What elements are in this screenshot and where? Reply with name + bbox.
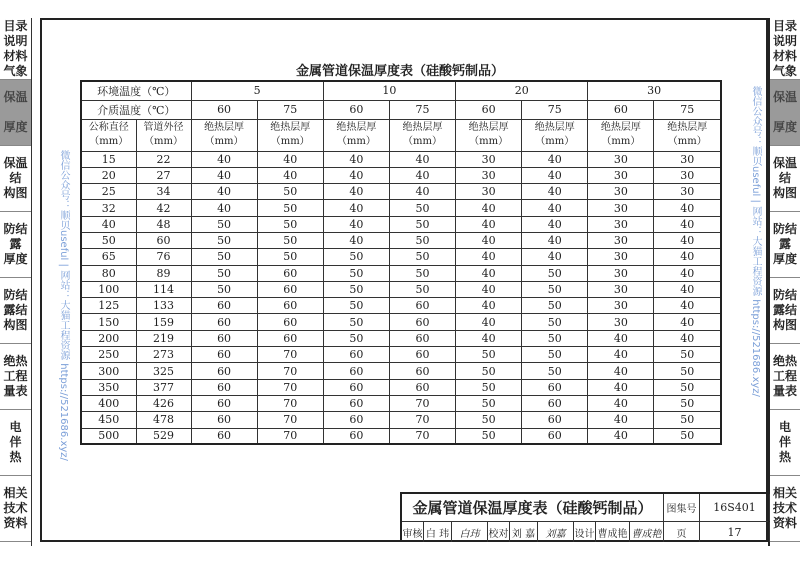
table-cell: 40	[588, 379, 654, 395]
review-label: 审核	[402, 522, 424, 542]
table-cell: 40	[389, 167, 455, 183]
table-cell: 40	[654, 298, 721, 314]
table-cell: 100	[81, 281, 136, 297]
medium-temp-value: 75	[257, 100, 323, 119]
table-cell: 60	[389, 298, 455, 314]
page-label: 页	[664, 522, 700, 542]
side-tab[interactable]: 保温 结 构图	[0, 146, 31, 212]
table-cell: 50	[191, 281, 257, 297]
table-row	[81, 249, 721, 265]
column-header-row	[81, 119, 721, 151]
table-cell: 34	[136, 184, 191, 200]
table-cell: 32	[81, 200, 136, 216]
header-insulation-thickness	[191, 119, 257, 151]
side-tab[interactable]: 绝热 工程 量表	[770, 344, 800, 410]
header-text: 绝热层厚 （mm）	[600, 122, 641, 147]
medium-temp-value: 60	[323, 100, 389, 119]
table-cell: 40	[456, 330, 522, 346]
table-cell: 40	[588, 363, 654, 379]
table-cell: 50	[257, 184, 323, 200]
side-tab[interactable]: 防结 露 厚度	[0, 212, 31, 278]
table-cell: 40	[456, 232, 522, 248]
header-text: 绝热层厚 （mm）	[270, 122, 311, 147]
table-row	[81, 232, 721, 248]
table-cell: 76	[136, 249, 191, 265]
table-cell: 50	[456, 412, 522, 428]
table-cell: 60	[389, 363, 455, 379]
designer-name: 曹成艳	[596, 522, 630, 542]
table-cell: 40	[522, 216, 588, 232]
medium-temp-value: 60	[588, 100, 654, 119]
side-tab[interactable]: 电 伴 热	[770, 410, 800, 476]
side-tab[interactable]: 防结 露结 构图	[0, 278, 31, 344]
table-cell: 50	[522, 363, 588, 379]
table-cell: 80	[81, 265, 136, 281]
table-cell: 48	[136, 216, 191, 232]
table-cell: 60	[389, 379, 455, 395]
table-row	[81, 363, 721, 379]
table-cell: 50	[654, 412, 721, 428]
table-cell: 60	[522, 412, 588, 428]
table-row	[81, 412, 721, 428]
table-cell: 30	[588, 167, 654, 183]
medium-temp-value: 60	[191, 100, 257, 119]
table-cell: 40	[456, 200, 522, 216]
table-cell: 30	[588, 232, 654, 248]
table-cell: 529	[136, 428, 191, 444]
table-cell: 60	[191, 412, 257, 428]
table-cell: 40	[522, 184, 588, 200]
table-cell: 89	[136, 265, 191, 281]
table-cell: 50	[522, 330, 588, 346]
header-text: 绝热层厚 （mm）	[402, 122, 443, 147]
table-cell: 50	[389, 200, 455, 216]
insulation-thickness-table	[80, 80, 722, 445]
table-cell: 40	[522, 151, 588, 167]
side-tab[interactable]: 保温 厚度	[770, 80, 800, 146]
table-cell: 219	[136, 330, 191, 346]
table-cell: 40	[191, 184, 257, 200]
table-cell: 50	[654, 379, 721, 395]
table-title: 金属管道保温厚度表（硅酸钙制品）	[295, 64, 504, 79]
table-cell: 40	[456, 265, 522, 281]
side-tab[interactable]: 相关 技术 资料	[0, 476, 31, 542]
table-cell: 60	[191, 363, 257, 379]
table-cell: 40	[191, 200, 257, 216]
table-cell: 40	[522, 200, 588, 216]
table-cell: 70	[257, 379, 323, 395]
table-cell: 40	[323, 167, 389, 183]
table-cell: 60	[191, 428, 257, 444]
table-row	[81, 347, 721, 363]
side-tab[interactable]: 电 伴 热	[0, 410, 31, 476]
table-cell: 40	[522, 249, 588, 265]
side-tab[interactable]: 相关 技术 资料	[770, 476, 800, 542]
table-cell: 70	[257, 412, 323, 428]
table-cell: 60	[191, 298, 257, 314]
table-cell: 15	[81, 151, 136, 167]
table-cell: 50	[81, 232, 136, 248]
header-insulation-thickness	[654, 119, 721, 151]
table-cell: 40	[81, 216, 136, 232]
table-cell: 350	[81, 379, 136, 395]
header-insulation-thickness	[456, 119, 522, 151]
header-text: 公称直径 （mm）	[88, 122, 129, 147]
header-text: 绝热层厚 （mm）	[468, 122, 509, 147]
table-row	[81, 265, 721, 281]
table-cell: 50	[654, 347, 721, 363]
table-cell: 50	[323, 298, 389, 314]
medium-temp-row	[81, 100, 721, 119]
table-row	[81, 330, 721, 346]
table-cell: 50	[191, 232, 257, 248]
table-cell: 450	[81, 412, 136, 428]
table-cell: 50	[654, 428, 721, 444]
table-cell: 70	[257, 363, 323, 379]
table-cell: 60	[191, 379, 257, 395]
medium-temp-value: 60	[456, 100, 522, 119]
table-cell: 300	[81, 363, 136, 379]
medium-temp-value: 75	[522, 100, 588, 119]
table-cell: 50	[389, 249, 455, 265]
env-temp-value: 5	[191, 81, 323, 100]
table-cell: 30	[654, 167, 721, 183]
table-cell: 70	[389, 428, 455, 444]
table-cell: 40	[456, 249, 522, 265]
table-cell: 30	[456, 151, 522, 167]
table-cell: 273	[136, 347, 191, 363]
table-cell: 30	[588, 151, 654, 167]
table-cell: 60	[522, 379, 588, 395]
table-cell: 30	[588, 200, 654, 216]
table-cell: 40	[654, 314, 721, 330]
table-row	[81, 151, 721, 167]
table-cell: 60	[191, 347, 257, 363]
table-cell: 40	[654, 281, 721, 297]
table-cell: 40	[191, 151, 257, 167]
table-cell: 133	[136, 298, 191, 314]
env-temp-value: 30	[588, 81, 721, 100]
table-cell: 20	[81, 167, 136, 183]
table-cell: 40	[323, 216, 389, 232]
table-cell: 40	[323, 151, 389, 167]
table-cell: 50	[456, 379, 522, 395]
table-cell: 40	[654, 330, 721, 346]
header-insulation-thickness	[588, 119, 654, 151]
header-text: 绝热层厚 （mm）	[667, 122, 708, 147]
table-cell: 60	[323, 363, 389, 379]
table-cell: 60	[522, 428, 588, 444]
env-temp-value: 10	[323, 81, 455, 100]
table-cell: 40	[588, 330, 654, 346]
side-tab[interactable]: 绝热 工程 量表	[0, 344, 31, 410]
side-tab[interactable]: 目录 说明 材料 气象	[770, 18, 800, 80]
table-cell: 50	[522, 281, 588, 297]
header-text: 绝热层厚 （mm）	[534, 122, 575, 147]
table-cell: 40	[522, 232, 588, 248]
table-cell: 60	[136, 232, 191, 248]
table-cell: 60	[389, 347, 455, 363]
table-cell: 60	[191, 314, 257, 330]
table-cell: 50	[191, 265, 257, 281]
table-cell: 50	[323, 314, 389, 330]
title-block	[400, 492, 768, 542]
table-cell: 60	[323, 379, 389, 395]
table-cell: 60	[389, 330, 455, 346]
table-cell: 30	[654, 151, 721, 167]
atlas-label: 图集号	[664, 494, 700, 521]
table-cell: 400	[81, 395, 136, 411]
table-cell: 50	[456, 347, 522, 363]
table-cell: 50	[389, 232, 455, 248]
table-cell: 30	[588, 249, 654, 265]
table-cell: 22	[136, 151, 191, 167]
table-cell: 50	[191, 216, 257, 232]
reviewer-name: 白 玮	[424, 522, 452, 542]
side-tab[interactable]: 防结 露 厚度	[770, 212, 800, 278]
table-cell: 200	[81, 330, 136, 346]
check-label: 校对	[488, 522, 510, 542]
table-cell: 60	[257, 265, 323, 281]
table-cell: 50	[522, 347, 588, 363]
table-cell: 426	[136, 395, 191, 411]
table-cell: 50	[456, 428, 522, 444]
table-cell: 27	[136, 167, 191, 183]
header-insulation-thickness	[323, 119, 389, 151]
header-insulation-thickness	[257, 119, 323, 151]
table-cell: 250	[81, 347, 136, 363]
table-cell: 30	[588, 265, 654, 281]
table-cell: 40	[654, 216, 721, 232]
medium-temp-value: 75	[389, 100, 455, 119]
table-cell: 60	[257, 298, 323, 314]
reviewer-signature: 白玮	[452, 522, 488, 542]
table-cell: 50	[522, 298, 588, 314]
table-cell: 70	[257, 347, 323, 363]
table-cell: 40	[654, 200, 721, 216]
table-cell: 50	[257, 200, 323, 216]
table-cell: 40	[323, 232, 389, 248]
table-cell: 40	[191, 167, 257, 183]
table-cell: 60	[323, 412, 389, 428]
table-cell: 50	[323, 265, 389, 281]
header-text: 绝热层厚 （mm）	[204, 122, 245, 147]
table-cell: 50	[456, 395, 522, 411]
table-cell: 70	[257, 428, 323, 444]
title-block-title: 金属管道保温厚度表（硅酸钙制品）	[402, 494, 664, 521]
design-label: 设计	[574, 522, 596, 542]
table-cell: 40	[588, 395, 654, 411]
table-cell: 40	[522, 167, 588, 183]
table-cell: 50	[323, 249, 389, 265]
env-temp-label: 环境温度（℃）	[81, 81, 191, 100]
header-text: 绝热层厚 （mm）	[336, 122, 377, 147]
table-cell: 50	[257, 216, 323, 232]
table-cell: 40	[654, 232, 721, 248]
table-cell: 50	[323, 330, 389, 346]
table-row	[81, 298, 721, 314]
table-cell: 40	[588, 428, 654, 444]
table-cell: 60	[191, 330, 257, 346]
table-row	[81, 379, 721, 395]
table-cell: 50	[522, 314, 588, 330]
table-cell: 30	[588, 184, 654, 200]
table-cell: 40	[654, 265, 721, 281]
header-insulation-thickness	[522, 119, 588, 151]
table-cell: 60	[323, 395, 389, 411]
checker-signature: 刘嘉	[538, 522, 574, 542]
header-insulation-thickness	[389, 119, 455, 151]
table-cell: 40	[456, 216, 522, 232]
table-cell: 325	[136, 363, 191, 379]
table-cell: 40	[456, 281, 522, 297]
table-cell: 60	[257, 314, 323, 330]
table-cell: 70	[257, 395, 323, 411]
table-cell: 500	[81, 428, 136, 444]
header-text: 管道外径 （mm）	[143, 122, 184, 147]
table-cell: 25	[81, 184, 136, 200]
table-cell: 40	[257, 167, 323, 183]
table-cell: 50	[257, 249, 323, 265]
table-cell: 40	[456, 298, 522, 314]
medium-temp-label: 介质温度（℃）	[81, 100, 191, 119]
table-cell: 65	[81, 249, 136, 265]
table-cell: 50	[257, 232, 323, 248]
table-cell: 159	[136, 314, 191, 330]
table-cell: 50	[389, 281, 455, 297]
side-tab[interactable]: 保温 结 构图	[770, 146, 800, 212]
table-cell: 30	[588, 314, 654, 330]
table-cell: 50	[654, 395, 721, 411]
table-cell: 50	[191, 249, 257, 265]
table-cell: 30	[588, 216, 654, 232]
env-temp-value: 20	[456, 81, 588, 100]
table-cell: 150	[81, 314, 136, 330]
header-outer-diameter	[136, 119, 191, 151]
table-cell: 40	[389, 151, 455, 167]
table-row	[81, 184, 721, 200]
table-row	[81, 200, 721, 216]
watermark: 微信公众号：顺贝useful | 网站：大猫工程资源 https://521686.xyz/	[58, 150, 69, 461]
table-row	[81, 281, 721, 297]
designer-signature: 曹成艳	[630, 522, 664, 542]
table-cell: 70	[389, 412, 455, 428]
table-row	[81, 216, 721, 232]
side-tab[interactable]: 目录 说明 材料 气象	[0, 18, 31, 80]
table-cell: 60	[389, 314, 455, 330]
table-cell: 377	[136, 379, 191, 395]
table-row	[81, 428, 721, 444]
table-row	[81, 395, 721, 411]
table-cell: 30	[654, 184, 721, 200]
table-cell: 40	[654, 249, 721, 265]
table-cell: 40	[323, 200, 389, 216]
side-tab[interactable]: 保温 厚度	[0, 80, 31, 146]
table-cell: 30	[588, 298, 654, 314]
table-cell: 40	[323, 184, 389, 200]
table-cell: 40	[389, 184, 455, 200]
table-cell: 50	[389, 216, 455, 232]
table-cell: 60	[257, 330, 323, 346]
table-cell: 50	[654, 363, 721, 379]
left-tab-bar	[0, 18, 32, 546]
page-number: 17	[700, 522, 770, 542]
table-row	[81, 314, 721, 330]
table-cell: 30	[456, 167, 522, 183]
table-cell: 125	[81, 298, 136, 314]
right-tab-bar	[768, 18, 800, 546]
table-row	[81, 167, 721, 183]
table-cell: 40	[456, 314, 522, 330]
table-cell: 70	[389, 395, 455, 411]
table-cell: 50	[522, 265, 588, 281]
env-temp-row	[81, 81, 721, 100]
checker-name: 刘 嘉	[510, 522, 538, 542]
table-cell: 30	[588, 281, 654, 297]
table-cell: 478	[136, 412, 191, 428]
table-cell: 40	[588, 347, 654, 363]
watermark: 微信公众号：顺贝useful | 网站：大猫工程资源 https://521686.xyz/	[750, 86, 761, 397]
table-cell: 30	[456, 184, 522, 200]
table-cell: 50	[456, 363, 522, 379]
table-cell: 42	[136, 200, 191, 216]
header-nominal-diameter	[81, 119, 136, 151]
table-cell: 40	[257, 151, 323, 167]
table-cell: 60	[323, 428, 389, 444]
medium-temp-value: 75	[654, 100, 721, 119]
table-cell: 60	[257, 281, 323, 297]
atlas-number: 16S401	[700, 494, 770, 521]
table-cell: 114	[136, 281, 191, 297]
table-cell: 60	[522, 395, 588, 411]
table-cell: 60	[191, 395, 257, 411]
table-cell: 60	[323, 347, 389, 363]
table-cell: 50	[323, 281, 389, 297]
side-tab[interactable]: 防结 露结 构图	[770, 278, 800, 344]
table-cell: 40	[588, 412, 654, 428]
table-cell: 50	[389, 265, 455, 281]
